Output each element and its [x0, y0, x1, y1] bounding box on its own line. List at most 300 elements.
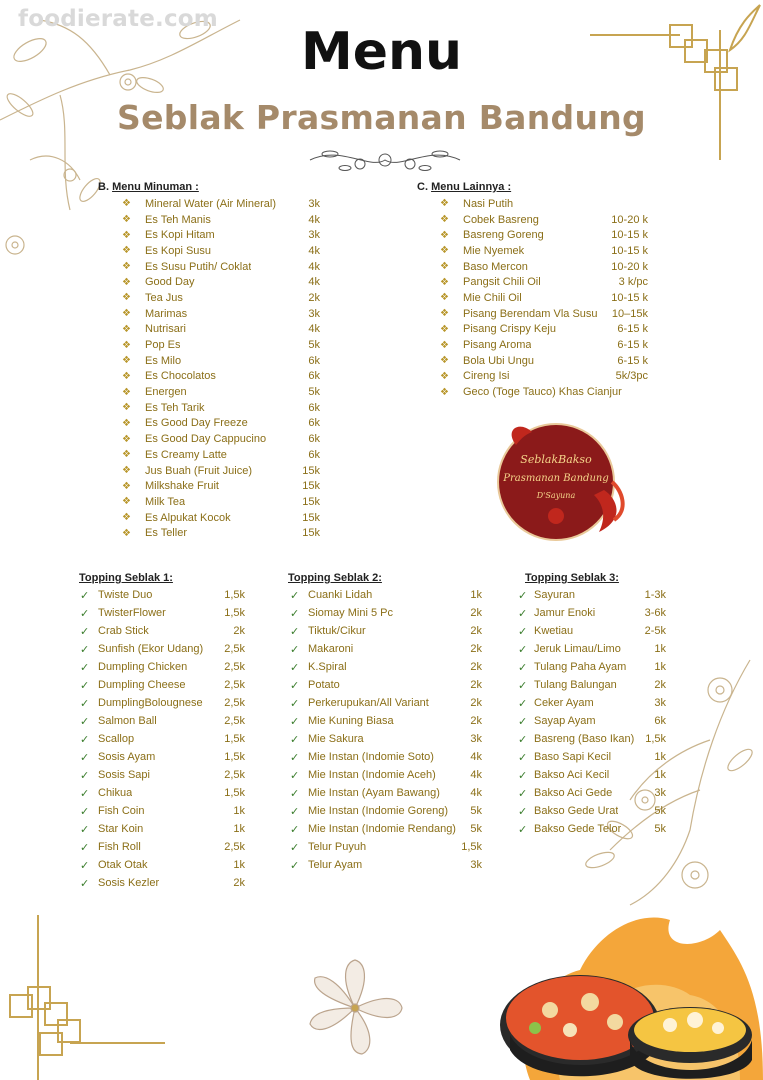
menu-item — [122, 290, 320, 306]
item-name: Es Kopi Hitam — [145, 229, 215, 242]
page-subtitle: Seblak Prasmanan Bandung — [117, 98, 646, 137]
item-name: Tulang Balungan — [534, 679, 617, 691]
item-name: Es Creamy Latte — [145, 448, 227, 461]
menu-item — [518, 712, 666, 730]
menu-item — [518, 622, 666, 640]
menu-item — [122, 463, 320, 479]
menu-item — [122, 196, 320, 212]
check-icon: ✓ — [80, 625, 90, 638]
section-heading-topping3 — [525, 572, 619, 584]
check-icon: ✓ — [518, 697, 528, 710]
item-price: 5k — [308, 386, 320, 399]
menu-item — [290, 856, 482, 874]
check-icon: ✓ — [290, 715, 300, 728]
menu-item — [122, 274, 320, 290]
check-icon: ✓ — [518, 787, 528, 800]
check-icon: ✓ — [290, 769, 300, 782]
item-price: 1,5k — [224, 751, 245, 763]
check-icon: ✓ — [80, 679, 90, 692]
item-name: Es Chocolatos — [145, 370, 216, 383]
page-title: Menu — [300, 22, 463, 82]
item-price: 6k — [308, 417, 320, 430]
section-title: Topping Seblak 3: — [525, 572, 619, 584]
item-price: 2,5k — [224, 769, 245, 781]
item-price: 10-15 k — [611, 291, 648, 304]
item-name: Bakso Aci Gede — [534, 787, 613, 799]
diamond-bullet-icon: ❖ — [122, 308, 131, 320]
menu-item — [290, 748, 482, 766]
check-icon: ✓ — [518, 679, 528, 692]
item-price: 1k — [470, 589, 482, 601]
diamond-bullet-icon: ❖ — [122, 339, 131, 351]
item-name: Bakso Gede Urat — [534, 805, 619, 817]
menu-item — [440, 196, 648, 212]
watermark: foodierate.com — [18, 6, 218, 32]
item-price: 3-6k — [644, 607, 666, 619]
item-name: Ceker Ayam — [534, 697, 594, 709]
item-price: 4k — [470, 787, 482, 799]
diamond-bullet-icon: ❖ — [440, 292, 449, 304]
check-icon: ✓ — [80, 715, 90, 728]
item-name: Baso Mercon — [463, 260, 528, 273]
diamond-bullet-icon: ❖ — [440, 308, 449, 320]
item-price: 6-15 k — [617, 339, 648, 352]
item-name: Milkshake Fruit — [145, 480, 219, 493]
floral-divider-ornament — [300, 140, 470, 180]
diamond-bullet-icon: ❖ — [122, 214, 131, 226]
diamond-bullet-icon: ❖ — [440, 245, 449, 257]
diamond-bullet-icon: ❖ — [122, 323, 131, 335]
item-price: 6-15 k — [617, 323, 648, 336]
item-name: Mineral Water (Air Mineral) — [145, 197, 277, 210]
menu-item — [122, 322, 320, 338]
menu-item — [440, 243, 648, 259]
item-name: Tiktuk/Cikur — [308, 625, 366, 637]
menu-item — [440, 384, 648, 400]
menu-item — [122, 431, 320, 447]
item-name: Sayuran — [534, 589, 575, 601]
diamond-bullet-icon: ❖ — [440, 339, 449, 351]
diamond-bullet-icon: ❖ — [122, 465, 131, 477]
item-name: Perkerupukan/All Variant — [308, 697, 429, 709]
item-price: 2,5k — [224, 697, 245, 709]
item-price: 2k — [470, 607, 482, 619]
check-icon: ✓ — [80, 643, 90, 656]
item-price: 15k — [302, 495, 320, 508]
item-name: Star Koin — [98, 823, 144, 835]
check-icon: ✓ — [80, 805, 90, 818]
item-name: Basreng Goreng — [463, 229, 544, 242]
item-name: Nutrisari — [145, 323, 186, 336]
menu-item — [518, 748, 666, 766]
menu-item — [440, 337, 648, 353]
menu-item — [518, 658, 666, 676]
menu-item — [122, 227, 320, 243]
diamond-bullet-icon: ❖ — [440, 323, 449, 335]
item-price: 1,5k — [224, 589, 245, 601]
item-price: 2k — [470, 661, 482, 673]
item-price: 2k — [470, 679, 482, 691]
check-icon: ✓ — [290, 787, 300, 800]
check-icon: ✓ — [290, 841, 300, 854]
item-price: 1,5k — [224, 733, 245, 745]
item-price: 2k — [470, 715, 482, 727]
check-icon: ✓ — [290, 859, 300, 872]
item-name: Pisang Crispy Keju — [463, 323, 556, 336]
item-price: 2k — [470, 697, 482, 709]
menu-lainnya-list — [440, 196, 648, 400]
item-price: 2,5k — [224, 661, 245, 673]
item-price: 2k — [308, 291, 320, 304]
check-icon: ✓ — [80, 733, 90, 746]
item-price: 5k/3pc — [615, 370, 648, 383]
check-icon: ✓ — [518, 751, 528, 764]
logo-line1: SeblakBakso — [520, 453, 592, 466]
menu-item — [122, 306, 320, 322]
menu-item — [440, 290, 648, 306]
item-name: Fish Roll — [98, 841, 141, 853]
diamond-bullet-icon: ❖ — [440, 229, 449, 241]
menu-item — [290, 640, 482, 658]
item-price: 3k — [308, 197, 320, 210]
item-name: Pisang Berendam Vla Susu — [463, 307, 598, 320]
menu-item — [80, 640, 245, 658]
section-title: Topping Seblak 2: — [288, 572, 382, 584]
diamond-bullet-icon: ❖ — [122, 433, 131, 445]
item-name: Telur Ayam — [308, 859, 363, 871]
item-price: 2,5k — [224, 715, 245, 727]
item-name: Mie Chili Oil — [463, 291, 522, 304]
diamond-bullet-icon: ❖ — [440, 198, 449, 210]
item-name: Telur Puyuh — [308, 841, 367, 853]
item-name: Sayap Ayam — [534, 715, 596, 727]
item-price: 1-3k — [644, 589, 666, 601]
item-name: Es Good Day Freeze — [145, 417, 248, 430]
check-icon: ✓ — [518, 715, 528, 728]
menu-item — [122, 337, 320, 353]
item-name: Tulang Paha Ayam — [534, 661, 627, 673]
item-price: 3k — [654, 787, 666, 799]
check-icon: ✓ — [518, 661, 528, 674]
item-name: Milk Tea — [145, 495, 186, 508]
check-icon: ✓ — [290, 643, 300, 656]
item-name: Mie Sakura — [308, 733, 364, 745]
section-heading-topping1 — [79, 572, 173, 584]
item-name: Es Alpukat Kocok — [145, 511, 231, 524]
flower-illustration-bottom-decoration — [300, 958, 410, 1058]
item-price: 10-20 k — [611, 260, 648, 273]
item-name: Sosis Kezler — [98, 877, 160, 889]
check-icon: ✓ — [518, 823, 528, 836]
check-icon: ✓ — [80, 841, 90, 854]
topping-seblak-2-list — [290, 586, 482, 874]
menu-item — [80, 658, 245, 676]
item-name: Twiste Duo — [98, 589, 153, 601]
section-title: Menu Minuman : — [112, 181, 199, 193]
check-icon: ✓ — [80, 607, 90, 620]
diamond-bullet-icon: ❖ — [122, 512, 131, 524]
check-icon: ✓ — [80, 589, 90, 602]
item-name: Pisang Aroma — [463, 339, 532, 352]
item-price: 4k — [308, 244, 320, 257]
item-price: 6k — [308, 401, 320, 414]
item-name: Sunfish (Ekor Udang) — [98, 643, 204, 655]
section-heading-topping2 — [288, 572, 382, 584]
item-name: Geco (Toge Tauco) Khas Cianjur — [463, 386, 622, 399]
item-price: 3k — [470, 859, 482, 871]
diamond-bullet-icon: ❖ — [122, 449, 131, 461]
item-name: Mie Kuning Biasa — [308, 715, 394, 727]
item-price: 2k — [470, 643, 482, 655]
item-name: Bakso Gede Telor — [534, 823, 622, 835]
item-price: 2,5k — [224, 643, 245, 655]
menu-item — [440, 306, 648, 322]
menu-item — [80, 586, 245, 604]
item-name: Fish Coin — [98, 805, 145, 817]
menu-item — [122, 494, 320, 510]
check-icon: ✓ — [518, 625, 528, 638]
check-icon: ✓ — [80, 823, 90, 836]
menu-item — [518, 784, 666, 802]
item-name: Baso Sapi Kecil — [534, 751, 612, 763]
item-name: TwisterFlower — [98, 607, 166, 619]
menu-item — [122, 369, 320, 385]
menu-item — [122, 259, 320, 275]
menu-item — [122, 353, 320, 369]
item-name: Marimas — [145, 307, 188, 320]
menu-item — [80, 622, 245, 640]
item-name: Cobek Basreng — [463, 213, 539, 226]
item-name: Es Teh Manis — [145, 213, 211, 226]
item-price: 4k — [308, 260, 320, 273]
item-price: 6k — [308, 354, 320, 367]
menu-item — [518, 604, 666, 622]
menu-item — [290, 604, 482, 622]
item-price: 6k — [308, 370, 320, 383]
item-price: 2,5k — [224, 679, 245, 691]
check-icon: ✓ — [518, 733, 528, 746]
section-heading-lainnya — [417, 181, 511, 193]
item-name: Cireng Isi — [463, 370, 510, 383]
item-price: 2,5k — [224, 841, 245, 853]
item-price: 1k — [654, 661, 666, 673]
item-price: 2-5k — [644, 625, 666, 637]
menu-item — [122, 212, 320, 228]
diamond-bullet-icon: ❖ — [440, 355, 449, 367]
item-price: 4k — [470, 751, 482, 763]
check-icon: ✓ — [80, 877, 90, 890]
item-price: 3k — [470, 733, 482, 745]
item-price: 5k — [470, 823, 482, 835]
item-name: Pangsit Chili Oil — [463, 276, 541, 289]
item-price: 4k — [308, 213, 320, 226]
menu-item — [80, 730, 245, 748]
diamond-bullet-icon: ❖ — [122, 496, 131, 508]
menu-item — [290, 802, 482, 820]
diamond-bullet-icon: ❖ — [440, 261, 449, 273]
item-price: 1,5k — [224, 607, 245, 619]
item-name: Es Good Day Cappucino — [145, 433, 267, 446]
item-name: Siomay Mini 5 Pc — [308, 607, 393, 619]
item-price: 15k — [302, 480, 320, 493]
restaurant-logo — [494, 420, 634, 545]
menu-item — [440, 227, 648, 243]
diamond-bullet-icon: ❖ — [122, 417, 131, 429]
menu-item — [80, 802, 245, 820]
check-icon: ✓ — [290, 697, 300, 710]
item-name: Potato — [308, 679, 340, 691]
menu-item — [122, 400, 320, 416]
diamond-bullet-icon: ❖ — [440, 214, 449, 226]
item-name: Es Teller — [145, 527, 187, 540]
check-icon: ✓ — [290, 733, 300, 746]
item-name: Chikua — [98, 787, 133, 799]
menu-item — [518, 820, 666, 838]
item-name: Jus Buah (Fruit Juice) — [145, 464, 252, 477]
menu-item — [440, 369, 648, 385]
menu-item — [290, 586, 482, 604]
menu-item — [80, 820, 245, 838]
item-name: DumplingBolougnese — [98, 697, 203, 709]
item-price: 6k — [308, 448, 320, 461]
item-name: Jeruk Limau/Limo — [534, 643, 621, 655]
item-price: 3k — [308, 307, 320, 320]
item-price: 10-15 k — [611, 244, 648, 257]
menu-item — [518, 640, 666, 658]
menu-item — [122, 416, 320, 432]
menu-item — [440, 212, 648, 228]
menu-item — [80, 838, 245, 856]
menu-item — [80, 856, 245, 874]
menu-item — [518, 730, 666, 748]
menu-item — [440, 274, 648, 290]
section-title: Menu Lainnya : — [431, 181, 512, 193]
item-name: Es Teh Tarik — [145, 401, 205, 414]
item-price: 6-15 k — [617, 354, 648, 367]
section-title: Topping Seblak 1: — [79, 572, 173, 584]
menu-item — [290, 712, 482, 730]
diamond-bullet-icon: ❖ — [122, 229, 131, 241]
item-price: 2k — [233, 625, 245, 637]
check-icon: ✓ — [290, 625, 300, 638]
menu-item — [80, 874, 245, 892]
menu-minuman-list — [122, 196, 320, 541]
item-name: Bola Ubi Ungu — [463, 354, 534, 367]
diamond-bullet-icon: ❖ — [122, 245, 131, 257]
menu-item — [290, 622, 482, 640]
item-price: 5k — [470, 805, 482, 817]
menu-item — [290, 820, 482, 838]
item-price: 4k — [308, 323, 320, 336]
item-name: Scallop — [98, 733, 135, 745]
menu-item — [518, 694, 666, 712]
menu-item — [80, 604, 245, 622]
check-icon: ✓ — [290, 589, 300, 602]
diamond-bullet-icon: ❖ — [122, 402, 131, 414]
menu-item — [122, 243, 320, 259]
diamond-bullet-icon: ❖ — [440, 276, 449, 288]
menu-item — [518, 586, 666, 604]
item-name: Dumpling Chicken — [98, 661, 188, 673]
diamond-bullet-icon: ❖ — [122, 480, 131, 492]
item-name: Mie Instan (Ayam Bawang) — [308, 787, 440, 799]
item-name: Jamur Enoki — [534, 607, 596, 619]
diamond-bullet-icon: ❖ — [122, 527, 131, 539]
menu-item — [122, 384, 320, 400]
menu-item — [290, 676, 482, 694]
item-price: 1k — [233, 823, 245, 835]
item-name: Mie Nyemek — [463, 244, 525, 257]
menu-item — [290, 694, 482, 712]
item-price: 1,5k — [645, 733, 666, 745]
item-name: Good Day — [145, 276, 195, 289]
item-name: Cuanki Lidah — [308, 589, 373, 601]
item-price: 15k — [302, 511, 320, 524]
menu-item — [122, 478, 320, 494]
diamond-bullet-icon: ❖ — [122, 261, 131, 273]
item-price: 1k — [654, 751, 666, 763]
menu-item — [122, 525, 320, 541]
menu-item — [80, 694, 245, 712]
item-price: 2k — [233, 877, 245, 889]
item-price: 1k — [233, 859, 245, 871]
menu-item — [122, 447, 320, 463]
item-name: Otak Otak — [98, 859, 148, 871]
diamond-bullet-icon: ❖ — [122, 386, 131, 398]
check-icon: ✓ — [290, 823, 300, 836]
item-name: Pop Es — [145, 339, 181, 352]
item-name: Es Susu Putih/ Coklat — [145, 260, 252, 273]
item-price: 3 k/pc — [618, 276, 648, 289]
check-icon: ✓ — [518, 643, 528, 656]
item-price: 6k — [308, 433, 320, 446]
diamond-bullet-icon: ❖ — [122, 292, 131, 304]
item-name: Mie Instan (Indomie Goreng) — [308, 805, 449, 817]
item-price: 1k — [654, 643, 666, 655]
topping-seblak-3-list — [518, 586, 666, 838]
menu-item — [290, 766, 482, 784]
item-name: Tea Jus — [145, 291, 183, 304]
diamond-bullet-icon: ❖ — [122, 355, 131, 367]
item-name: Sosis Ayam — [98, 751, 156, 763]
check-icon: ✓ — [518, 589, 528, 602]
menu-item — [440, 353, 648, 369]
item-name: Es Kopi Susu — [145, 244, 212, 257]
logo-line3: D'Sayuna — [536, 491, 576, 500]
check-icon: ✓ — [80, 859, 90, 872]
check-icon: ✓ — [80, 661, 90, 674]
diamond-bullet-icon: ❖ — [122, 198, 131, 210]
check-icon: ✓ — [290, 751, 300, 764]
menu-item — [290, 838, 482, 856]
item-name: Nasi Putih — [463, 197, 514, 210]
item-name: Bakso Aci Kecil — [534, 769, 610, 781]
item-price: 3k — [308, 229, 320, 242]
menu-item — [80, 748, 245, 766]
item-price: 6k — [654, 715, 666, 727]
check-icon: ✓ — [80, 769, 90, 782]
topping-seblak-1-list — [80, 586, 245, 892]
item-price: 2k — [470, 625, 482, 637]
menu-item — [80, 766, 245, 784]
item-name: Crab Stick — [98, 625, 149, 637]
menu-item — [518, 766, 666, 784]
item-name: Mie Instan (Indomie Soto) — [308, 751, 434, 763]
item-price: 5k — [654, 805, 666, 817]
item-price: 10-20 k — [611, 213, 648, 226]
diamond-bullet-icon: ❖ — [440, 386, 449, 398]
check-icon: ✓ — [80, 751, 90, 764]
